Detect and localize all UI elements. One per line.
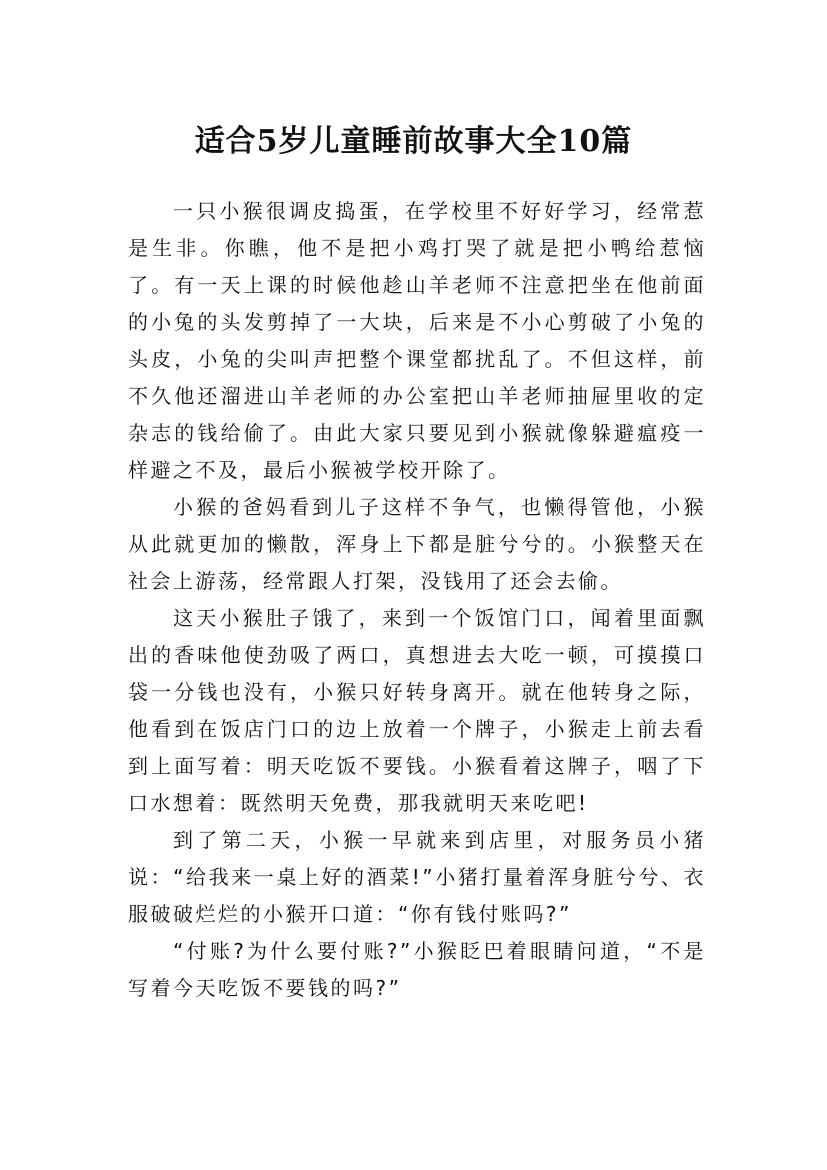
paragraph: 这天小猴肚子饿了，来到一个饭馆门口，闻着里面飘出的香味他使劲吸了两口，真想进去大吃一顿，可摸摸口袋一分钱也没有，小猴只好转身离开。就在他转身之际，他看到在饭店门口的边上放着一个牌子，小猴走上前去看到上面写着：明天吃饭不要钱。小猴看着这牌子，咽了下口水想着：既然明天免费，那我就明天来吃吧! bbox=[128, 606, 706, 815]
document-title: 适合5岁儿童睡前故事大全10篇 bbox=[194, 124, 633, 160]
paragraph: 到了第二天，小猴一早就来到店里，对服务员小猪说：“给我来一桌上好的酒菜!”小猪打量着浑身脏兮兮、衣服破破烂烂的小猴开口道：“你有钱付账吗?” bbox=[128, 828, 706, 926]
document-body bbox=[128, 193, 706, 1007]
paragraph: “付账?为什么要付账?”小猴眨巴着眼睛问道，“不是写着今天吃饭不要钱的吗?” bbox=[128, 939, 706, 1000]
paragraph: 一只小猴很调皮捣蛋，在学校里不好好学习，经常惹是生非。你瞧，他不是把小鸡打哭了就是把小鸭给惹恼了。有一天上课的时候他趁山羊老师不注意把坐在他前面的小兔的头发剪掉了一大块，后来是不小心剪破了小兔的头皮，小兔的尖叫声把整个课堂都扰乱了。不但这样，前不久他还溜进山羊老师的办公室把山羊老师抽屉里收的定杂志的钱给偷了。由此大家只要见到小猴就像躲避瘟疫一样避之不及，最后小猴被学校开除了。 bbox=[128, 199, 706, 482]
paragraph: 小猴的爸妈看到儿子这样不争气，也懒得管他，小猴从此就更加的懒散，浑身上下都是脏兮兮的。小猴整天在社会上游荡，经常跟人打架，没钱用了还会去偷。 bbox=[128, 495, 706, 593]
